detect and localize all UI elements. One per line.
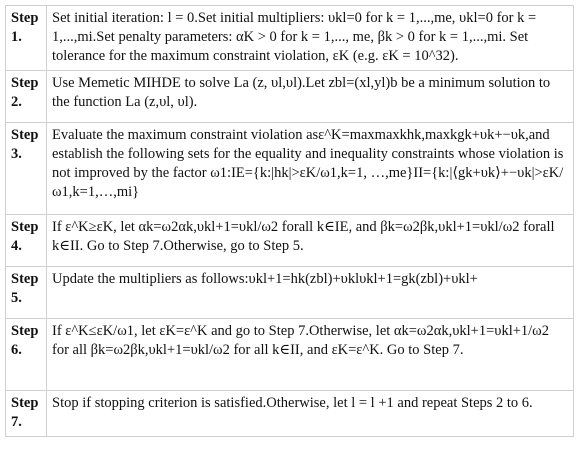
step-description: If ε^K≥εK, let αk=ω2αk,υkl+1=υkl/ω2 forall k∈IE, and βk=ω2βk,υkl+1=υkl/ω2 forall k∈II. Go to Step 7.Otherwise, go to Step 5. [52, 219, 555, 254]
step-label: Step [11, 10, 39, 26]
step-description-cell [47, 267, 574, 319]
step-label: Step [11, 219, 39, 235]
step-description: Evaluate the maximum constraint violation asε^K=maxmaxkhk,maxkgk+υk+−υk,and establish the following sets for the equality and inequality constraints whose violation is not improved by the factor ω1:IE={k:|hk|>εK/ω1,k=1, …,me}II={k:|⟨gk+υk⟩+−υk|>εK/ω1,k=1,…,mi} [52, 127, 564, 200]
table-row [6, 123, 574, 215]
table-row [6, 319, 574, 391]
step-label-cell [6, 123, 47, 215]
step-number: 6. [11, 342, 22, 358]
step-label-cell [6, 6, 47, 71]
step-label: Step [11, 127, 39, 143]
step-label-cell [6, 319, 47, 391]
step-label: Step [11, 271, 39, 287]
step-description: Update the multipliers as follows:υkl+1=hk(zbl)+υklυkl+1=gk(zbl)+υkl+ [52, 271, 478, 287]
step-description-cell [47, 391, 574, 437]
step-description: Stop if stopping criterion is satisfied.Otherwise, let l = l +1 and repeat Steps 2 to 6. [52, 395, 533, 411]
step-description: Use Memetic MIHDE to solve La (z, υl,υl).Let zbl=(xl,yl)b be a minimum solution to the function La (z,υl, υl). [52, 75, 551, 110]
step-label-cell [6, 267, 47, 319]
step-label: Step [11, 395, 39, 411]
step-number: 3. [11, 146, 22, 162]
step-number: 7. [11, 414, 22, 430]
step-label: Step [11, 75, 39, 91]
table-row [6, 71, 574, 123]
step-label-cell [6, 391, 47, 437]
table-row [6, 215, 574, 267]
step-number: 1. [11, 29, 22, 45]
step-description: Set initial iteration: l = 0.Set initial multipliers: υkl=0 for k = 1,...,me, υkl=0 for k = 1,...,mi.Set penalty parameters: αK > 0 for k = 1,..., me, βk > 0 for k = 1,...,mi. Set tolerance for the maximum constraint violation, εK (e.g. εK = 10^32). [52, 10, 537, 64]
step-description-cell [47, 319, 574, 391]
table-row [6, 6, 574, 71]
step-number: 5. [11, 290, 22, 306]
step-label: Step [11, 323, 39, 339]
step-description-cell [47, 215, 574, 267]
step-number: 2. [11, 94, 22, 110]
table-row [6, 267, 574, 319]
step-description: If ε^K≤εK/ω1, let εK=ε^K and go to Step 7.Otherwise, let αk=ω2αk,υkl+1=υkl+1/ω2 for all βk=ω2βk,υkl+1=υkl/ω2 for all k∈II, and εK=ε^K. Go to Step 7. [52, 323, 549, 358]
algorithm-steps-table [5, 5, 574, 437]
step-label-cell [6, 71, 47, 123]
step-description-cell [47, 123, 574, 215]
step-number: 4. [11, 238, 22, 254]
step-label-cell [6, 215, 47, 267]
step-description-cell [47, 6, 574, 71]
table-row [6, 391, 574, 437]
step-description-cell [47, 71, 574, 123]
